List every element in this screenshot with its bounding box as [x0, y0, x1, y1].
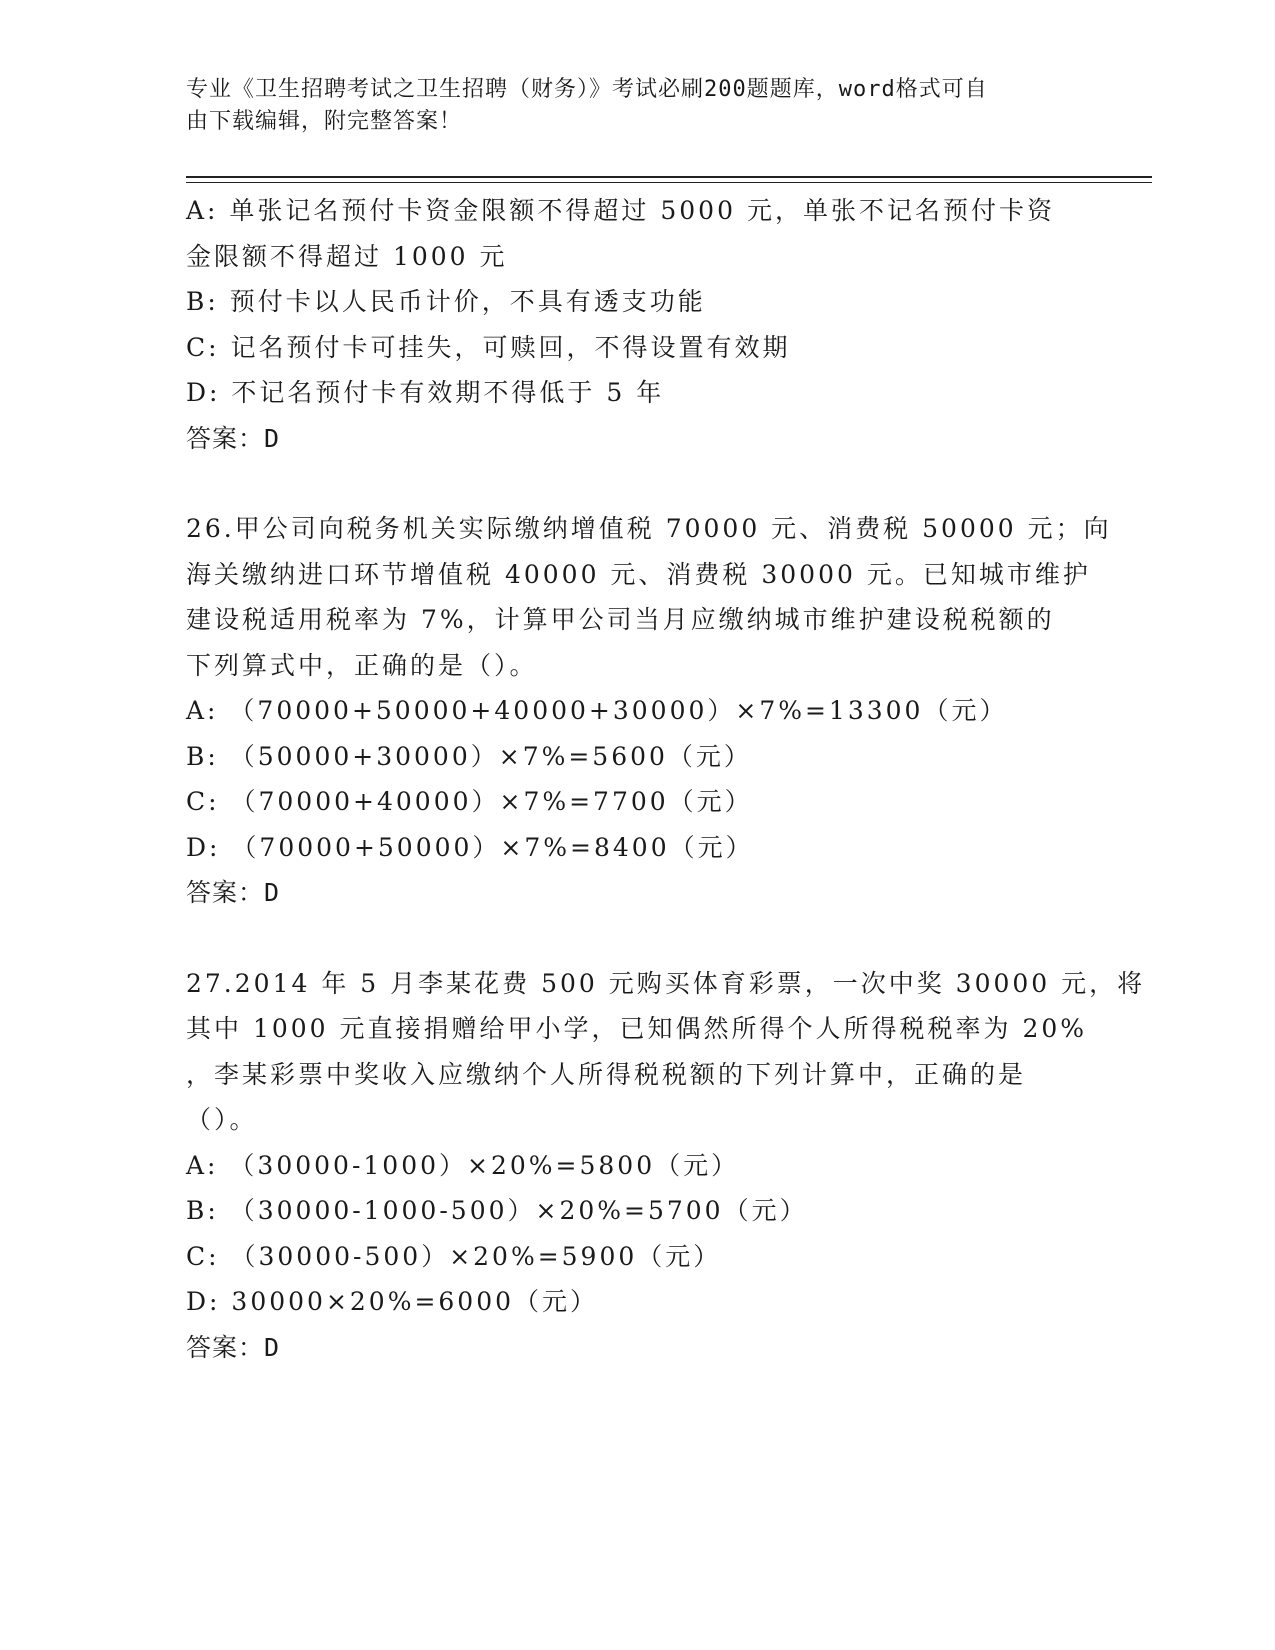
q25-option-a-line-2: 金限额不得超过 1000 元 — [186, 241, 508, 271]
question-27-block — [186, 961, 1146, 1371]
q25-option-c: C: 记名预付卡可挂失，可赎回，不得设置有效期 — [186, 332, 791, 362]
header-divider-thin — [186, 182, 1152, 183]
header-divider-thick — [186, 176, 1152, 178]
q27-option-a: A: （30000-1000）×20%=5800（元） — [186, 1150, 740, 1180]
question-content — [186, 188, 1146, 1370]
question-gap — [186, 461, 1066, 506]
q27-stem-line-2: 其中 1000 元直接捐赠给甲小学，已知偶然所得个人所得税税率为 20% — [186, 1014, 1088, 1043]
document-header — [186, 74, 1066, 138]
q27-stem-line-1: 27.2014 年 5 月李某花费 500 元购买体育彩票，一次中奖 30000 元，将 — [186, 968, 1146, 998]
q26-option-c: C: （70000+40000）×7%=7700（元） — [186, 787, 753, 816]
q26-option-b: B: （50000+30000）×7%=5600（元） — [186, 741, 752, 771]
q26-option-a: A: （70000+50000+40000+30000）×7%=13300（元） — [186, 696, 1008, 725]
q25-answer: 答案：D — [186, 423, 281, 453]
question-26-block — [186, 506, 1112, 916]
q27-option-c: C: （30000-500）×20%=5900（元） — [186, 1241, 722, 1271]
q26-stem-line-1: 26.甲公司向税务机关实际缴纳增值税 70000 元、消费税 50000 元；向 — [186, 514, 1112, 543]
q26-stem-line-2: 海关缴纳进口环节增值税 40000 元、消费税 30000 元。已知城市维护 — [186, 559, 1091, 589]
question-gap — [186, 916, 1066, 961]
q25-option-a-line-1: A: 单张记名预付卡资金限额不得超过 5000 元，单张不记名预付卡资 — [186, 196, 1055, 225]
q27-stem-line-3: ，李某彩票中奖收入应缴纳个人所得税税额的下列计算中，正确的是 — [186, 1059, 1027, 1089]
q26-option-d: D: （70000+50000）×7%=8400（元） — [186, 832, 754, 862]
q26-stem-line-4: 下列算式中，正确的是（）。 — [186, 650, 538, 680]
header-line-1: 专业《卫生招聘考试之卫生招聘（财务）》考试必刷200题题库，word格式可自 — [186, 77, 988, 102]
q25-option-d: D: 不记名预付卡有效期不得低于 5 年 — [186, 378, 665, 407]
q26-answer: 答案：D — [186, 878, 281, 907]
q27-option-b: B: （30000-1000-500）×20%=5700（元） — [186, 1196, 808, 1225]
q26-stem-line-3: 建设税适用税率为 7%，计算甲公司当月应缴纳城市维护建设税税额的 — [186, 605, 1055, 634]
q27-answer: 答案：D — [186, 1332, 281, 1362]
q27-option-d: D: 30000×20%=6000（元） — [186, 1287, 599, 1316]
question-25-block — [186, 188, 1066, 461]
q25-option-b: B: 预付卡以人民币计价，不具有透支功能 — [186, 287, 706, 316]
q27-stem-line-4: （）。 — [186, 1105, 258, 1134]
header-line-2: 由下载编辑，附完整答案！ — [186, 109, 463, 134]
